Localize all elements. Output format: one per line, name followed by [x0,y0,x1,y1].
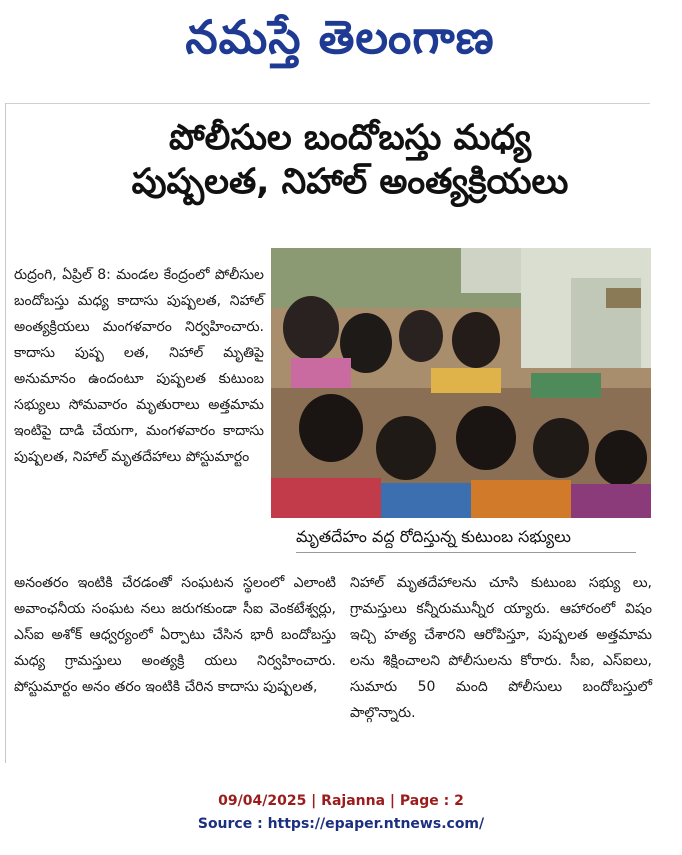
article-column-1-top: రుద్రంగి, ఏప్రిల్ 8: మండల కేంద్రంలో పోలీసుల బందోబస్తు మధ్య కాదాసు పుష్పలత, నిహాల్ అంత్యక్రియలు మంగళవారం నిర్వహించారు. కాదాసు పుష్ప లత, నిహాల్ మృతిపై అనుమానం ఉందంటూ పుష్పలత కుటుంబ సభ్యులు సోమవారం మృతురాలు అత్తమామ ఇంటిపై దాడి చేయగా, మంగళవారం కాదాసు పుష్పలత, నిహాల్ మృతదేహాలు పోస్టుమార్టం [14,267,264,465]
headline-line-2: పుష్పలత, నిహాల్ అంత్యక్రియలు [131,162,569,202]
newspaper-masthead: నమస్తే తెలంగాణ [185,10,495,64]
headline-line-1: పోలీసుల బందోబస్తు మధ్య [168,118,532,158]
masthead-divider [5,103,650,104]
article-column-1-bottom: అనంతరం ఇంటికి చేరడంతో సంఘటన స్థలంలో ఎలాంటి అవాంఛనీయ సంఘట నలు జరుగకుండా సీఐ వెంకటేశ్వర్లు, ఎస్ఐ అశోక్ ఆధ్వర్యంలో ఏర్పాటు చేసిన భారీ బందోబస్తు మధ్య గ్రామస్తులు అంత్యక్రి యలు నిర్వహించారు. పోస్టుమార్టం అనం తరం ఇంటికి చేరిన కాదాసు పుష్పలత, [14,575,336,695]
source-link[interactable]: Source : https://epaper.ntnews.com/ [197,816,485,832]
column-border [5,103,6,763]
photo-caption: మృతదేహం వద్ద రోదిస్తున్న కుటుంబ సభ్యులు [296,522,636,553]
article-headline [60,116,640,204]
edition-info: 09/04/2025 | Rajanna | Page : 2 [218,793,464,809]
news-photo [271,248,651,518]
article-column-2: నిహాల్ మృతదేహాలను చూసి కుటుంబ సభ్యు లు, గ్రామస్తులు కన్నీరుమున్నీర య్యారు. ఆహారంలో విషం ఇచ్చి హత్య చేశారని ఆరోపిస్తూ, పుష్పలత అత్తమామ లను శిక్షించాలని పోలీసులను కోరారు. సీఐ, ఎస్ఐలు, సుమారు 50 మంది పోలీసులు బందోబస్తులో పాల్గొన్నారు. [350,575,652,721]
